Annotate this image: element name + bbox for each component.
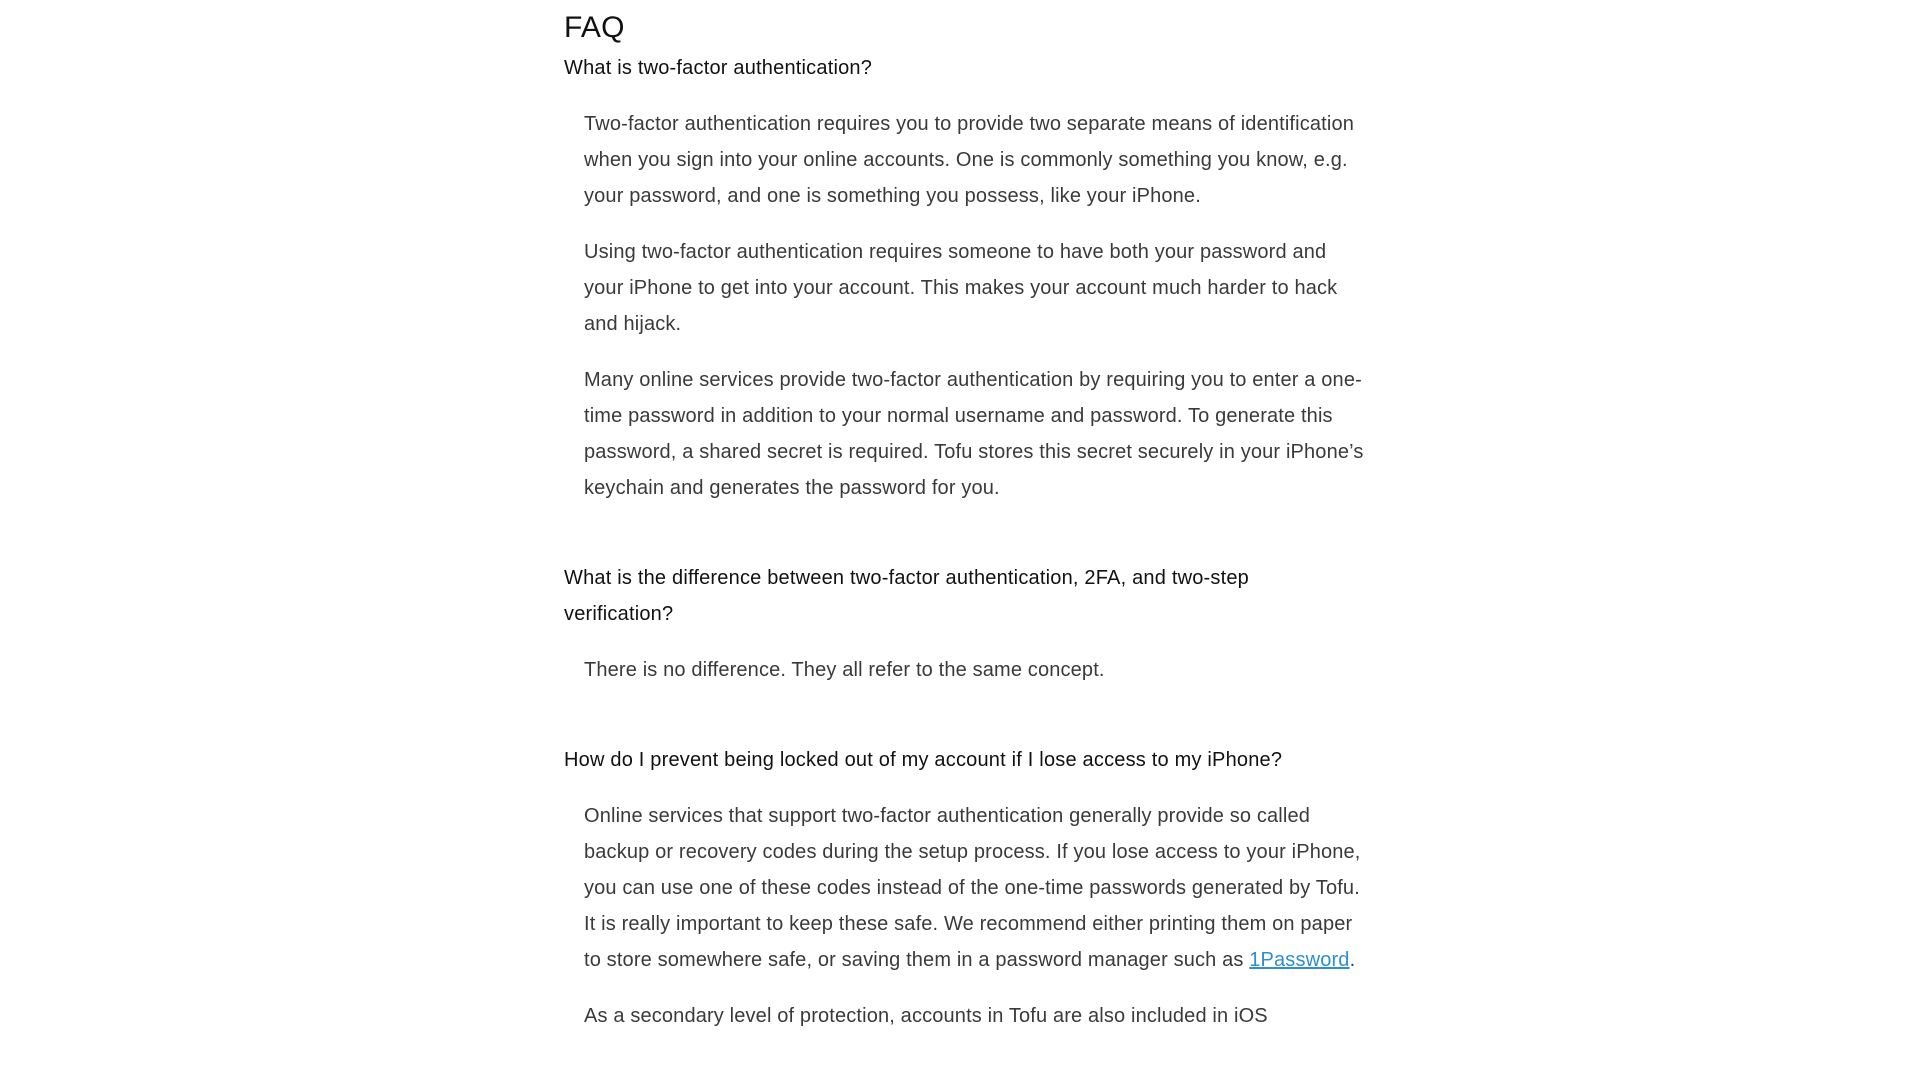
answer-paragraph: Many online services provide two-factor authentication by requiring you to enter a one-time password in addition to your normal username and password. To generate this password, a shared secret is required. Tofu stores this secret securely in your iPhone’s keychain and generates the password for you. <box>584 369 1364 499</box>
1password-link[interactable]: 1Password <box>1249 949 1350 971</box>
answer-paragraph: Two-factor authentication requires you to provide two separate means of identification when you sign into your online accounts. One is commonly something you know, e.g. your password, and one is something you possess, like your iPhone. <box>584 113 1354 207</box>
answer-paragraph <box>584 798 1364 978</box>
faq-section <box>564 0 1364 1034</box>
answer-paragraph: There is no difference. They all refer to the same concept. <box>584 659 1105 681</box>
faq-question-two-factor: What is two-factor authentication? <box>564 57 873 79</box>
faq-question-difference: What is the difference between two-factor authentication, 2FA, and two-step verification? <box>564 567 1250 625</box>
answer-paragraph: As a secondary level of protection, accounts in Tofu are also included in iOS <box>584 1005 1268 1027</box>
answer-paragraph: Using two-factor authentication requires someone to have both your password and your iPhone to get into your account. This makes your account much harder to hack and hijack. <box>584 241 1338 335</box>
faq-answer-locked-out <box>584 798 1364 1034</box>
faq-answer-two-factor <box>584 106 1364 506</box>
page-title: FAQ <box>564 11 625 44</box>
answer-text: . <box>1349 949 1356 971</box>
faq-question-locked-out: How do I prevent being locked out of my account if I lose access to my iPhone? <box>564 749 1283 771</box>
answer-text: Online services that support two-factor authentication generally provide so called backup or recovery codes during the setup process. If you lose access to your iPhone, you can use one of these codes instead of the one-time passwords generated by Tofu. It is really important to keep these safe. We recommend either printing them on paper to store somewhere safe, or saving them in a password manager such as <box>584 805 1361 971</box>
faq-answer-difference <box>584 652 1364 688</box>
